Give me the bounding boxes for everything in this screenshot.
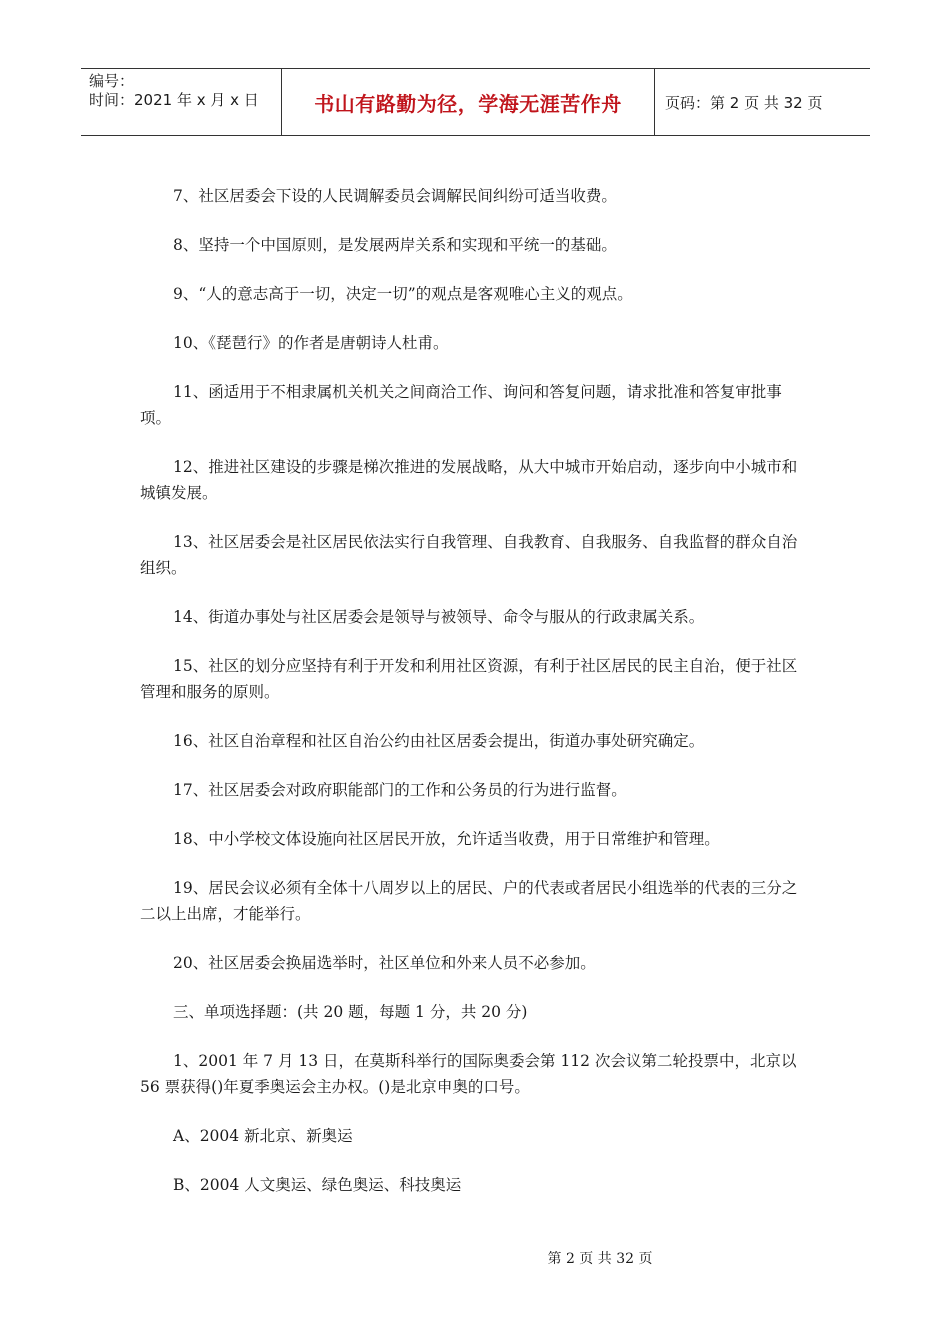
question-11: 11、函适用于不相隶属机关机关之间商洽工作、询问和答复问题，请求批准和答复审批事项。 xyxy=(140,383,782,427)
page-footer: 第 2 页 共 32 页 xyxy=(547,1251,653,1267)
question-17: 17、社区居委会对政府职能部门的工作和公务员的行为进行监督。 xyxy=(173,781,627,799)
page-header xyxy=(81,68,870,136)
question-8: 8、坚持一个中国原则，是发展两岸关系和实现和平统一的基础。 xyxy=(173,236,617,254)
document-number-label: 编号： xyxy=(89,72,135,90)
header-page-info: 页码：第 2 页 共 32 页 xyxy=(665,93,823,112)
question-7: 7、社区居委会下设的人民调解委员会调解民间纠纷可适当收费。 xyxy=(173,187,617,205)
question-19: 19、居民会议必须有全体十八周岁以上的居民、户的代表或者居民小组选举的代表的三分之二以上出席，才能举行。 xyxy=(140,879,798,923)
question-13: 13、社区居委会是社区居民依法实行自我管理、自我教育、自我服务、自我监督的群众自治组织。 xyxy=(140,533,798,577)
section-heading: 三、单项选择题：(共 20 题，每题 1 分，共 20 分) xyxy=(173,1003,528,1021)
question-18: 18、中小学校文体设施向社区居民开放，允许适当收费，用于日常维护和管理。 xyxy=(173,830,720,848)
question-20: 20、社区居委会换届选举时，社区单位和外来人员不必参加。 xyxy=(173,954,596,972)
document-date: 时间：2021 年 x 月 x 日 xyxy=(89,91,259,109)
option-a: A、2004 新北京、新奥运 xyxy=(173,1127,353,1145)
question-12: 12、推进社区建设的步骤是梯次推进的发展战略，从大中城市开始启动，逐步向中小城市和城镇发展。 xyxy=(140,458,798,502)
question-16: 16、社区自治章程和社区自治公约由社区居委会提出，街道办事处研究确定。 xyxy=(173,732,705,750)
header-meta xyxy=(81,69,282,135)
question-15: 15、社区的划分应坚持有利于开发和利用社区资源，有利于社区居民的民主自治，便于社区管理和服务的原则。 xyxy=(140,657,798,701)
question-10: 10、《琵琶行》的作者是唐朝诗人杜甫。 xyxy=(173,334,449,352)
question-9: 9、“人的意志高于一切，决定一切”的观点是客观唯心主义的观点。 xyxy=(173,285,633,303)
header-motto: 书山有路勤为径，学海无涯苦作舟 xyxy=(282,69,655,135)
choice-question-1: 1、2001 年 7 月 13 日，在莫斯科举行的国际奥委会第 112 次会议第二轮投票中，北京以 56 票获得()年夏季奥运会主办权。()是北京申奥的口号。 xyxy=(140,1052,797,1096)
question-14: 14、街道办事处与社区居委会是领导与被领导、命令与服从的行政隶属关系。 xyxy=(173,608,705,626)
option-b: B、2004 人文奥运、绿色奥运、科技奥运 xyxy=(173,1176,462,1194)
document-body xyxy=(140,183,812,1221)
